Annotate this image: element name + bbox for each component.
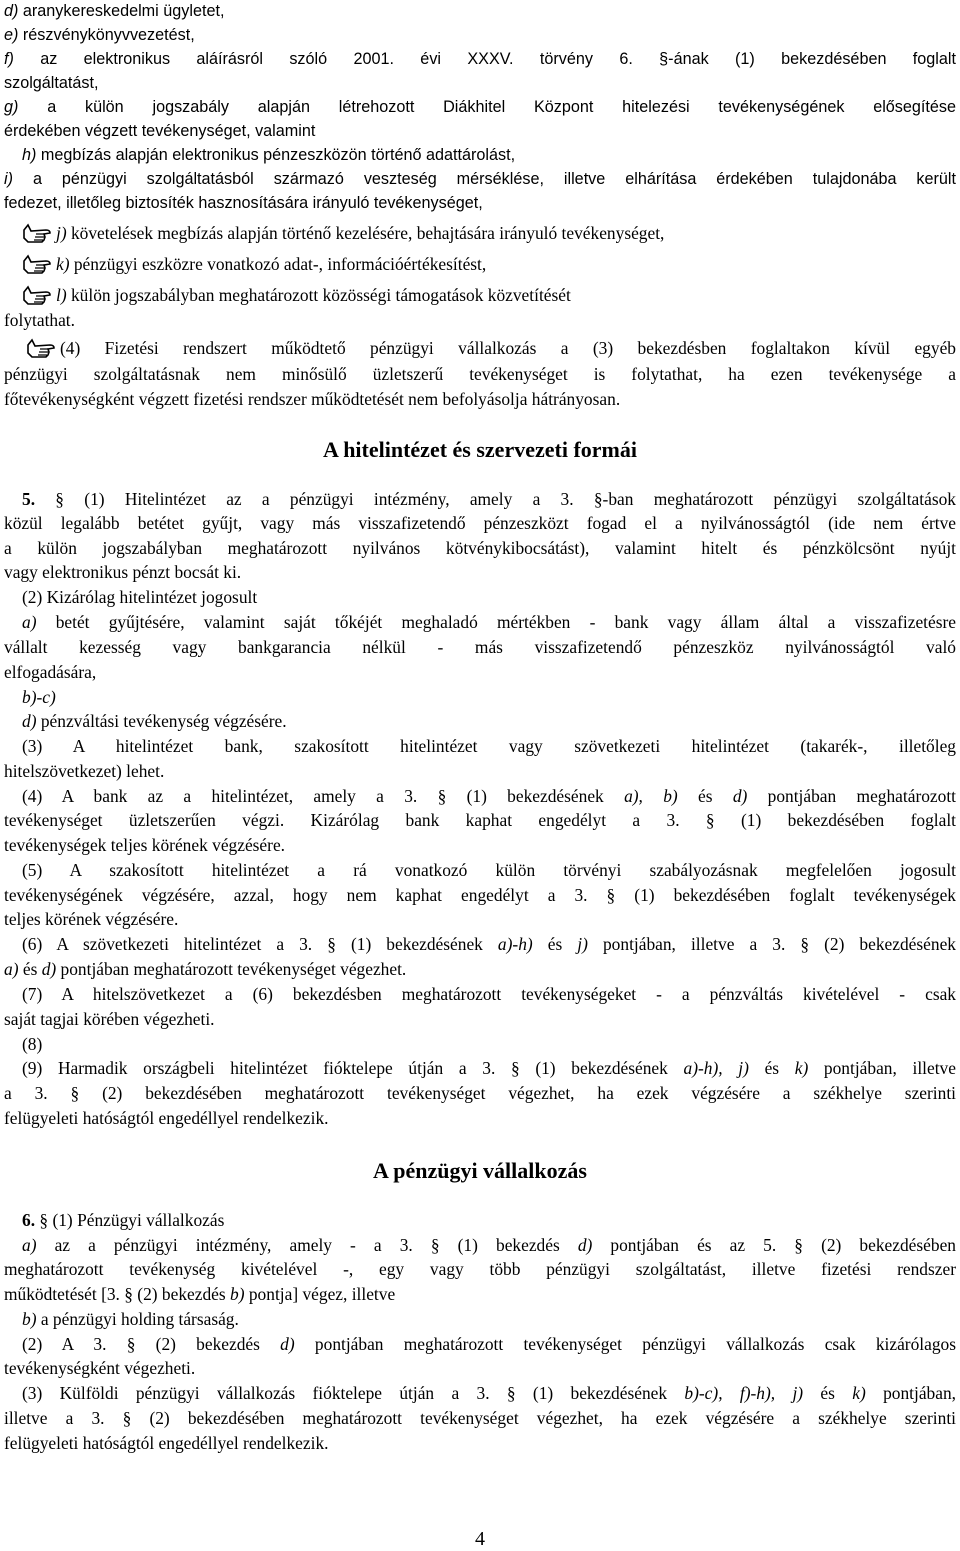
pointing-hand-icon: [22, 284, 54, 306]
para-text: (2) A 3. § (2) bekezdés: [22, 1334, 281, 1354]
item-text: szolgáltatást,: [4, 74, 99, 92]
para-text: illetve a 3. § (2) bekezdésében meghatározott tevékenységet végezhet, ha ezek végzésére a székhelye szerinti: [4, 1408, 956, 1428]
closing-text: folytathat.: [4, 310, 75, 330]
s5-p4-line2: [4, 809, 956, 831]
para-text: pénzváltási tevékenység végzésére.: [36, 711, 287, 731]
item-letter: h): [22, 146, 37, 164]
para-text: teljes körének végzésére.: [4, 909, 179, 929]
para-text: tevékenységként végezheti.: [4, 1358, 196, 1378]
list-item-d: [4, 0, 956, 22]
section-heading: A pénzügyi vállalkozás: [373, 1158, 587, 1183]
s5-p7-line2: [4, 1008, 956, 1030]
item-text: a pénzügyi szolgáltatásból származó veszteség mérséklése, illetve elhárítása érdekében tulajdonába került: [13, 170, 956, 188]
para-text: pontjában,: [865, 1383, 957, 1403]
s5-p9-line3: [4, 1107, 956, 1129]
s5-p1-line3: [4, 537, 956, 559]
para-text: felügyeleti hatóságtól engedéllyel rendelkezik.: [4, 1433, 329, 1453]
item-text: megbízás alapján elektronikus pénzeszközön történő adattárolást,: [36, 146, 516, 164]
s6-p2-line1: [22, 1333, 956, 1355]
item-letter: g): [4, 98, 19, 116]
item-letter: b): [22, 1309, 37, 1329]
para-text: (4) Fizetési rendszert működtető pénzügyi vállalkozás a (3) bekezdésben foglaltakon kívül egyéb: [60, 338, 956, 358]
para-text: főtevékenységként végzett fizetési rendszer működtetését nem befolyásolja hátrányosan.: [4, 389, 621, 409]
s5-p7-line1: [22, 983, 956, 1005]
s6-a-line1: [22, 1234, 956, 1256]
para-text: a pénzügyi holding társaság.: [36, 1309, 239, 1329]
para-text: és: [803, 1383, 853, 1403]
s6-p3-line2: [4, 1407, 956, 1429]
para-text: felügyeleti hatóságtól engedéllyel rendelkezik.: [4, 1108, 329, 1128]
para-text: § (1) Hitelintézet az a pénzügyi intézmény, amely a 3. §-ban meghatározott pénzügyi szolgáltatások: [35, 489, 956, 509]
item-letter: d): [4, 2, 19, 20]
para4-line2: [4, 363, 956, 385]
para-text: tevékenységek teljes körének végzésére.: [4, 835, 286, 855]
item-letter: e): [4, 26, 19, 44]
list-item-f-cont: [4, 72, 956, 94]
pointing-hand-icon: [22, 253, 54, 275]
para-text: (9) Harmadik országbeli hitelintézet fióktelepe útján a 3. § (1) bekezdésének: [22, 1058, 684, 1078]
pointing-hand-icon: [22, 222, 54, 244]
s5-d: [22, 710, 960, 732]
item-letter: a): [22, 1235, 37, 1255]
s5-p6-line2: [4, 958, 956, 980]
item-letter: b): [230, 1284, 245, 1304]
s5-p5-line3: [4, 908, 956, 930]
item-text: érdekében végzett tevékenységet, valamint: [4, 122, 316, 140]
section-number: 6.: [22, 1210, 36, 1230]
para-text: közül legalább betétet gyűjt, vagy más visszafizetendő pénzeszközt fogad el a nyilvánosságtól (ide nem értve: [4, 513, 956, 533]
item-letter: d): [41, 959, 57, 979]
s6-p2-line2: [4, 1357, 956, 1379]
item-letter: l): [56, 285, 67, 305]
s6-p3-line1: [22, 1382, 956, 1404]
para-text: saját tagjai körében végezheti.: [4, 1009, 215, 1029]
item-letter: d): [732, 786, 748, 806]
item-letter: j): [577, 934, 588, 954]
item-letter: f): [4, 50, 14, 68]
list-closing: [4, 309, 956, 331]
s5-p3-line1: [22, 735, 956, 757]
para-text: az a pénzügyi intézmény, amely - a 3. § (1) bekezdés: [36, 1235, 578, 1255]
para-text: (2) Kizárólag hitelintézet jogosult: [22, 587, 258, 607]
s5-p6-line1: [22, 933, 956, 955]
s6-b: [22, 1308, 960, 1330]
pointing-hand-icon: [26, 337, 58, 359]
item-letter: k): [794, 1058, 809, 1078]
para-text: (5) A szakosított hitelintézet a rá vonatkozó külön törvényi szabályozásnak megfelelően jogosult: [22, 860, 956, 880]
para-text: meghatározott tevékenység kivételével -, egy vagy több pénzügyi szolgáltatást, illetve fizetési rendszer: [4, 1259, 956, 1279]
para-text: pontjában meghatározott tevékenységet pénzügyi vállalkozás csak kizárólagos: [294, 1334, 957, 1354]
s5-p1-line4: [4, 561, 956, 583]
item-letter: a)-h), j): [683, 1058, 749, 1078]
item-letter: j): [56, 223, 67, 243]
para-text: vagy elektronikus pénzt bocsát ki.: [4, 562, 242, 582]
list-item-f: [4, 48, 956, 70]
para-text: hitelszövetkezet) lehet.: [4, 761, 165, 781]
para-text: és: [677, 786, 733, 806]
list-item-k: [22, 253, 960, 275]
item-letter: a): [4, 959, 19, 979]
para-text: (4) A bank az a hitelintézet, amely a 3. § (1) bekezdésének: [22, 786, 625, 806]
para-text: tevékenységének végzésére, azzal, hogy nem kaphat engedélyt a 3. § (1) bekezdésében foglalt tevékenységek: [4, 885, 956, 905]
item-text: követelések megbízás alapján történő kezelésére, behajtására irányuló tevékenységet,: [66, 223, 665, 243]
item-letter: a), b): [624, 786, 678, 806]
s5-p4-line3: [4, 834, 956, 856]
para-text: és: [532, 934, 578, 954]
item-text: pénzügyi eszközre vonatkozó adat-, információértékesítést,: [69, 254, 487, 274]
item-text: külön jogszabályban meghatározott közösségi támogatások közvetítését: [66, 285, 571, 305]
para-text: pontja] végez, illetve: [244, 1284, 396, 1304]
list-item-h: [22, 144, 960, 166]
s5-p3-line2: [4, 760, 956, 782]
para4-line3: [4, 388, 956, 410]
s5-p4-line1: [22, 785, 956, 807]
item-letter: b)-c): [22, 687, 56, 707]
list-item-l: [22, 284, 960, 306]
item-letter: d): [280, 1334, 295, 1354]
item-letter: b)-c), f)-h), j): [684, 1383, 804, 1403]
s5-p1-line1: [4, 488, 956, 510]
item-text: az elektronikus aláírásról szóló 2001. évi XXXV. törvény 6. §-ának (1) bekezdésében foglalt: [13, 50, 956, 68]
para-text: és: [748, 1058, 795, 1078]
list-item-i-cont: [4, 192, 956, 214]
item-text: részvénykönyvvezetést,: [18, 26, 195, 44]
list-item-e: [4, 24, 956, 46]
item-letter: k): [56, 254, 70, 274]
s5-p1-line2: [4, 512, 956, 534]
item-letter: d): [577, 1235, 593, 1255]
para-text: (7) A hitelszövetkezet a (6) bekezdésben meghatározott tevékenységeket - a pénzváltás kivételével - csak: [22, 984, 956, 1004]
para-text: elfogadására,: [4, 662, 97, 682]
item-letter: i): [4, 170, 13, 188]
para-text: a 3. § (2) bekezdésében meghatározott tevékenységet végezhet, ha ezek végzésére a székhelye szerinti: [4, 1083, 956, 1103]
s5-p5-line2: [4, 884, 956, 906]
section-number: 5.: [22, 489, 36, 509]
item-text: fedezet, illetőleg biztosíték hasznosítására irányuló tevékenységet,: [4, 194, 483, 212]
s6-a-line2: [4, 1258, 956, 1280]
s5-p9-line1: [22, 1057, 956, 1079]
item-letter: k): [852, 1383, 866, 1403]
para-text: pontjában, illetve: [808, 1058, 956, 1078]
para-text: a külön jogszabályban meghatározott nyilvános kötvénykibocsátást), valamint hitelt és pénzkölcsönt nyújt: [4, 538, 956, 558]
para-text: pontjában meghatározott tevékenységet végezhet.: [56, 959, 407, 979]
para-text: § (1) Pénzügyi vállalkozás: [35, 1210, 225, 1230]
list-item-g: [4, 96, 956, 118]
para-text: pontjában, illetve a 3. § (2) bekezdésének: [587, 934, 956, 954]
list-item-j: [22, 222, 960, 244]
para-text: pénzügyi szolgáltatásnak nem minősülő üzletszerű tevékenységet is folytathat, ha ezen tevékenysége a: [4, 364, 956, 384]
section-heading: A hitelintézet és szervezeti formái: [323, 437, 637, 462]
para-text: tevékenységet üzletszerűen végzi. Kizárólag bank kaphat engedélyt a 3. § (1) bekezdésében foglalt: [4, 810, 956, 830]
item-text: a külön jogszabály alapján létrehozott Diákhitel Központ hitelezési tevékenységének elősegítése: [18, 98, 956, 116]
s5-a-line2: [4, 636, 956, 658]
s5-p9-line2: [4, 1082, 956, 1104]
para-text: (8): [22, 1034, 43, 1054]
item-letter: d): [22, 711, 37, 731]
para4-line1: [26, 337, 956, 359]
s6-p3-line3: [4, 1432, 956, 1454]
s5-bc: [22, 686, 960, 708]
s5-p8: [22, 1033, 960, 1055]
item-letter: a): [22, 612, 37, 632]
s5-p2: [22, 586, 960, 608]
page-number: 4: [475, 1528, 485, 1550]
para-text: (3) Külföldi pénzügyi vállalkozás fióktelepe útján a 3. § (1) bekezdésének: [22, 1383, 685, 1403]
s6-p1: [4, 1209, 956, 1231]
item-text: aranykereskedelmi ügyletet,: [18, 2, 225, 20]
list-item-i: [4, 168, 956, 190]
s5-a-line1: [22, 611, 956, 633]
list-item-g-cont: [4, 120, 956, 142]
para-text: működtetését [3. § (2) bekezdés: [4, 1284, 231, 1304]
item-letter: a)-h): [497, 934, 533, 954]
para-text: betét gyűjtésére, valamint saját tőkéjét meghaladó mértékben - bank vagy állam által a visszafizetésre: [36, 612, 956, 632]
para-text: pontjában meghatározott: [747, 786, 957, 806]
s5-p5-line1: [22, 859, 956, 881]
para-text: vállalt kezesség vagy bankgarancia nélkül - más visszafizetendő pénzeszköz nyilvánosságtól való: [4, 637, 956, 657]
para-text: pontjában és az 5. § (2) bekezdésében: [592, 1235, 956, 1255]
para-text: és: [18, 959, 42, 979]
para-text: (3) A hitelintézet bank, szakosított hitelintézet vagy szövetkezeti hitelintézet (takarék-, illetőleg: [22, 736, 956, 756]
para-text: (6) A szövetkezeti hitelintézet a 3. § (1) bekezdésének: [22, 934, 498, 954]
s6-a-line3: [4, 1283, 956, 1305]
s5-a-line3: [4, 661, 956, 683]
